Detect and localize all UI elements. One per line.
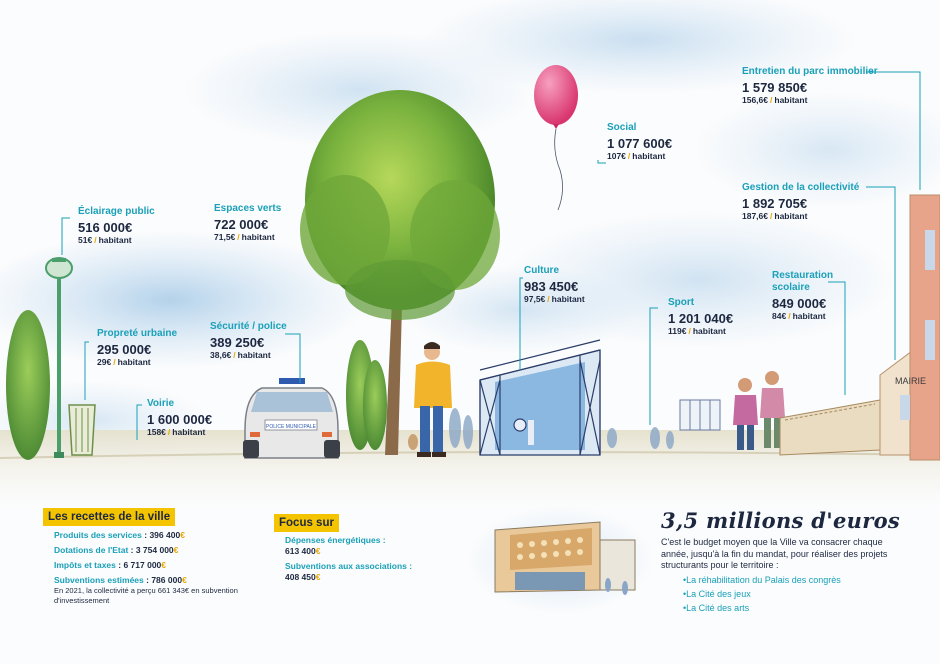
school-fence [780, 400, 880, 455]
per-value: 158€ [147, 427, 166, 437]
recette-item: Dotations de l'Etat : 3 754 000€ [54, 545, 179, 555]
project-item: •La Cité des arts [683, 603, 750, 613]
expense-amount: 983 450€ [524, 279, 579, 294]
soccer-goal [680, 400, 720, 430]
mairie-sign: MAIRIE [895, 376, 927, 386]
expense-social [607, 122, 672, 162]
expense-label: Culture [524, 265, 559, 276]
project-label: La Cité des jeux [686, 589, 751, 599]
expense-amount: 722 000€ [214, 217, 269, 232]
focus-label: Dépenses énergétiques : [285, 535, 386, 545]
expense-label-2: scolaire [772, 282, 810, 293]
recette-label: Impôts et taxes [54, 560, 116, 570]
per-unit: habitant [774, 211, 808, 221]
focus-value [285, 572, 320, 583]
expense-label: Entretien du parc immobilier [742, 66, 878, 77]
per-inhabitant: 158€ / habitant [147, 427, 206, 437]
per-unit: habitant [632, 151, 666, 161]
recette-value: 6 717 000 [123, 560, 162, 570]
project-label: La réhabilitation du Palais des congrès [686, 575, 841, 585]
per-value: 156,6€ [742, 95, 768, 105]
recette-label: Subventions estimées [54, 575, 144, 585]
expense-label: Voirie [147, 398, 175, 409]
project-item: •La réhabilitation du Palais des congrès [683, 575, 841, 585]
expense-label: Sécurité / police [210, 321, 287, 332]
expense-amount: 295 000€ [97, 342, 152, 357]
per-value: 51€ [78, 235, 93, 245]
expense-voirie [147, 398, 212, 438]
expense-label: Sport [668, 297, 695, 308]
euro-sign: € [315, 572, 321, 582]
per-inhabitant: 107€ / habitant [607, 151, 666, 161]
expense-proprete [97, 328, 177, 368]
trash-bin [69, 405, 95, 455]
project-label: La Cité des arts [686, 603, 750, 613]
expense-culture [524, 265, 585, 305]
per-inhabitant: 84€ / habitant [772, 311, 826, 321]
expense-amount: 1 600 000€ [147, 412, 213, 427]
per-inhabitant: 51€ / habitant [78, 235, 132, 245]
per-value: 187,6€ [742, 211, 768, 221]
expense-entretien [742, 66, 878, 106]
euro-sign: € [173, 545, 179, 555]
per-unit: habitant [241, 232, 275, 242]
budget-headline: 3,5 millions d'euros [661, 508, 901, 533]
recettes-title: Les recettes de la ville [43, 508, 175, 526]
per-value: 119€ [668, 326, 687, 336]
project-item: •La Cité des jeux [683, 589, 751, 599]
focus-amount: 613 400 [285, 546, 316, 556]
expense-securite [210, 321, 287, 361]
pink-balloon [534, 65, 578, 210]
expense-amount: 1 579 850€ [742, 80, 808, 95]
per-value: 38,6€ [210, 350, 232, 360]
focus-amount: 408 450 [285, 572, 316, 582]
per-value: 97,5€ [524, 294, 546, 304]
per-inhabitant: 119€ / habitant [668, 326, 726, 336]
per-inhabitant: 187,6€ / habitant [742, 211, 808, 221]
expense-amount: 1 892 705€ [742, 196, 808, 211]
per-value: 71,5€ [214, 232, 236, 242]
per-unit: habitant [692, 326, 726, 336]
police-car [243, 378, 340, 458]
per-value: 29€ [97, 357, 112, 367]
expense-label: Éclairage public [78, 206, 155, 217]
per-unit: habitant [792, 311, 826, 321]
expense-eclairage [78, 206, 155, 246]
recettes-note: En 2021, la collectivité a perçu 661 343€ en subvention d'investissement [54, 586, 238, 605]
per-inhabitant: 156,6€ / habitant [742, 95, 808, 105]
expense-espaces-verts [214, 203, 281, 243]
per-unit: habitant [172, 427, 206, 437]
expense-label: Espaces verts [214, 203, 282, 214]
euro-sign: € [180, 530, 185, 540]
expense-amount: 389 250€ [210, 335, 265, 350]
recette-value: 786 000 [151, 575, 183, 585]
budget-description: C'est le budget moyen que la Ville va consacrer chaque année, jusqu'à la fin du mandat, pour réaliser des projets structurants pour le territoire : [661, 537, 888, 570]
per-unit: habitant [98, 235, 132, 245]
per-unit: habitant [551, 294, 585, 304]
recette-item: Impôts et taxes : 6 717 000€ [54, 560, 167, 570]
expense-amount: 849 000€ [772, 296, 827, 311]
recette-label: Produits des services [54, 530, 142, 540]
expense-sport [668, 297, 733, 337]
per-unit: habitant [237, 350, 271, 360]
expense-amount: 1 077 600€ [607, 136, 673, 151]
expense-label: Restauration [772, 270, 834, 281]
expense-label: Gestion de la collectivité [742, 182, 860, 193]
per-inhabitant: 38,6€ / habitant [210, 350, 271, 360]
culture-stage [480, 340, 600, 455]
per-inhabitant: 71,5€ / habitant [214, 232, 275, 242]
expense-amount: 1 201 040€ [668, 311, 734, 326]
per-unit: habitant [774, 95, 808, 105]
expense-label: Social [607, 122, 637, 133]
recette-item: Produits des services : 396 400€ [54, 530, 185, 540]
palais-des-congres-illustration [465, 505, 655, 615]
expense-label: Propreté urbaine [97, 328, 178, 339]
euro-sign: € [161, 560, 167, 570]
euro-sign: € [182, 575, 187, 585]
per-value: 84€ [772, 311, 787, 321]
focus-value [285, 546, 320, 557]
expense-restauration [772, 270, 833, 322]
per-inhabitant: 97,5€ / habitant [524, 294, 585, 304]
focus-title: Focus sur [274, 514, 339, 532]
police-car-label: POLICE MUNICIPALE [266, 424, 316, 430]
per-unit: habitant [117, 357, 151, 367]
per-value: 107€ [607, 151, 626, 161]
expense-gestion [742, 182, 859, 222]
recette-item: Subventions estimées : 786 000€ [54, 575, 187, 585]
focus-label: Subventions aux associations : [285, 561, 413, 571]
recette-label: Dotations de l'Etat [54, 545, 129, 555]
mairie-building [880, 195, 940, 460]
per-inhabitant: 29€ / habitant [97, 357, 151, 367]
recette-value: 396 400 [149, 530, 181, 540]
expense-amount: 516 000€ [78, 220, 133, 235]
recette-value: 3 754 000 [135, 545, 174, 555]
euro-sign: € [315, 546, 321, 556]
